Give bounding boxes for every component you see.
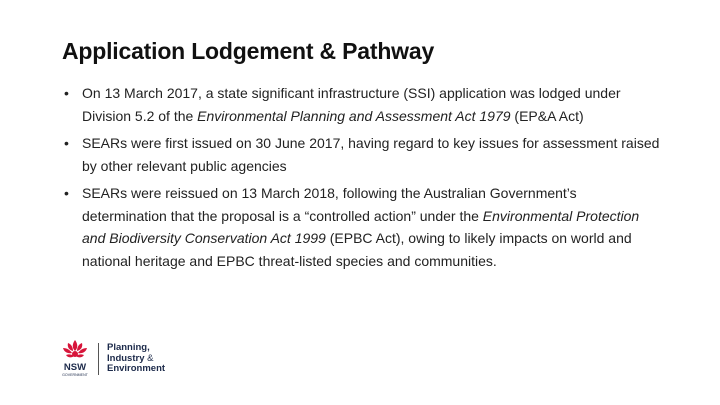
bullet-item [62,132,662,177]
footer-logo [58,338,165,380]
bullet-marker: • [64,185,69,201]
bullet-text: On 13 March 2017, a state significant infrastructure (SSI) application was lodged under Division 5.2 of the [82,85,621,124]
department-line: Planning, [107,342,150,354]
bullet-marker: • [64,135,69,151]
nsw-government-logo [58,338,92,380]
logo-divider [98,343,99,375]
svg-text:GOVERNMENT: GOVERNMENT [62,373,88,377]
act-title: Environmental Planning and Assessment Act 1979 [197,107,511,124]
bullet-item [62,182,662,272]
bullet-text: (EPBC Act), owing to likely impacts on world and national heritage and EPBC threat-listed species and communities. [82,230,632,269]
department-line: Environment [107,363,166,375]
bullet-text: SEARs were first issued on 30 June 2017, having regard to key issues for assessment raised by other relevant public agencies [82,135,660,174]
bullet-text: (EP&A Act) [510,107,584,124]
bullet-marker: • [64,85,69,101]
bullet-list [62,82,662,272]
department-amp: & [147,352,154,364]
bullet-text: SEARs were reissued on 13 March 2018, following the Australian Government’s determination that the proposal is a “controlled action” under the [82,185,577,224]
waratah-icon [58,338,92,380]
bullet-item [62,82,662,127]
department-word: Industry [107,352,145,364]
department-name [107,343,165,375]
slide-title: Application Lodgement & Pathway [62,38,435,64]
svg-text:NSW: NSW [63,362,87,373]
act-title: Environmental Protection and Biodiversity Conservation Act 1999 [82,207,640,246]
